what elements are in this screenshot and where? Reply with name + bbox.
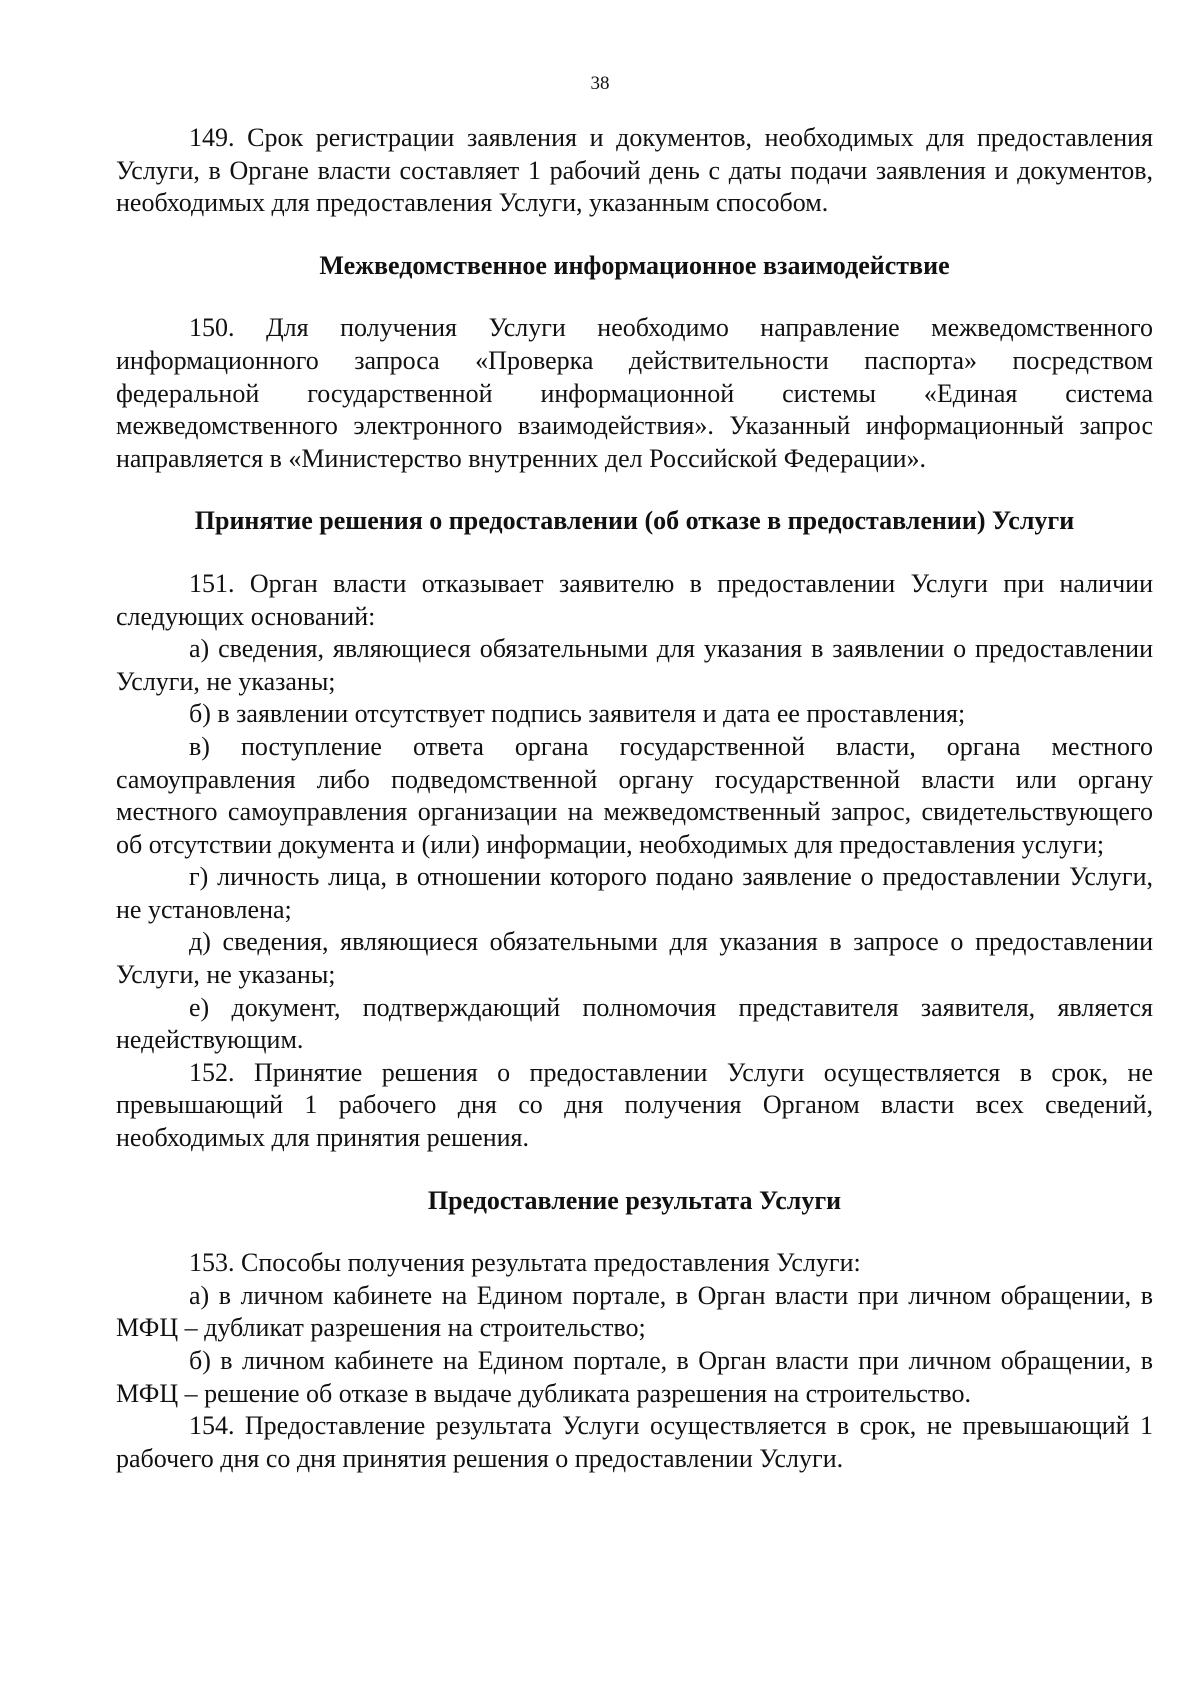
paragraph-151-v: в) поступление ответа органа государственной власти, органа местного самоуправления либо подведомственной органу государственной власти или органу местного самоуправления организации на межведомственный запрос, свидетельствующего об отсутствии документа и (или) информации, необходимых для предоставления услуги;: [116, 731, 1153, 859]
paragraph-151-b: б) в заявлении отсутствует подпись заявителя и дата ее проставления;: [189, 699, 966, 729]
paragraph-151: 151. Орган власти отказывает заявителю в предоставлении Услуги при наличии следующих оснований:: [116, 568, 1153, 631]
paragraph-151-e: е) документ, подтверждающий полномочия представителя заявителя, является недействующим.: [116, 992, 1153, 1055]
paragraph-151-d: д) сведения, являющиеся обязательными для указания в запросе о предоставлении Услуги, не указаны;: [116, 927, 1153, 990]
paragraph-151-g: г) личность лица, в отношении которого подано заявление о предоставлении Услуги, не установлена;: [116, 862, 1153, 924]
heading-result-delivery: Предоставление результата Услуги: [427, 1185, 842, 1215]
paragraph-149: 149. Срок регистрации заявления и документов, необходимых для предоставления Услуги, в Органе власти составляет 1 рабочий день с даты подачи заявления и документов, необходимых для предоставления Услуги, указанным способом.: [116, 123, 1153, 218]
page-number: 38: [590, 73, 610, 94]
paragraph-150: 150. Для получения Услуги необходимо направление межведомственного информационного запроса «Проверка действительности паспорта» посредством федеральной государственной информационной системы «Единая система межведомственного электронного взаимодействия». Указанный информационный запрос направляется в «Министерство внутренних дел Российской Федерации».: [116, 313, 1153, 473]
heading-interagency-interaction: Межведомственное информационное взаимодействие: [319, 250, 950, 280]
paragraph-153-b: б) в личном кабинете на Едином портале, в Орган власти при личном обращении, в МФЦ – решение об отказе в выдаче дубликата разрешения на строительство.: [116, 1346, 1153, 1408]
paragraph-152: 152. Принятие решения о предоставлении Услуги осуществляется в срок, не превышающий 1 рабочего дня со дня получения Органом власти всех сведений, необходимых для принятия решения.: [116, 1057, 1153, 1153]
document-body: [116, 122, 1153, 1475]
paragraph-153: 153. Способы получения результата предоставления Услуги:: [189, 1248, 861, 1278]
paragraph-151-a: а) сведения, являющиеся обязательными для указания в заявлении о предоставлении Услуги, не указаны;: [116, 634, 1153, 696]
paragraph-154: 154. Предоставление результата Услуги осуществляется в срок, не превышающий 1 рабочего дня со дня принятия решения о предоставлении Услуги.: [116, 1411, 1153, 1473]
paragraph-153-a: а) в личном кабинете на Едином портале, в Орган власти при личном обращении, в МФЦ – дубликат разрешения на строительство;: [116, 1280, 1153, 1343]
heading-decision-making: Принятие решения о предоставлении (об отказе в предоставлении) Услуги: [194, 506, 1075, 536]
